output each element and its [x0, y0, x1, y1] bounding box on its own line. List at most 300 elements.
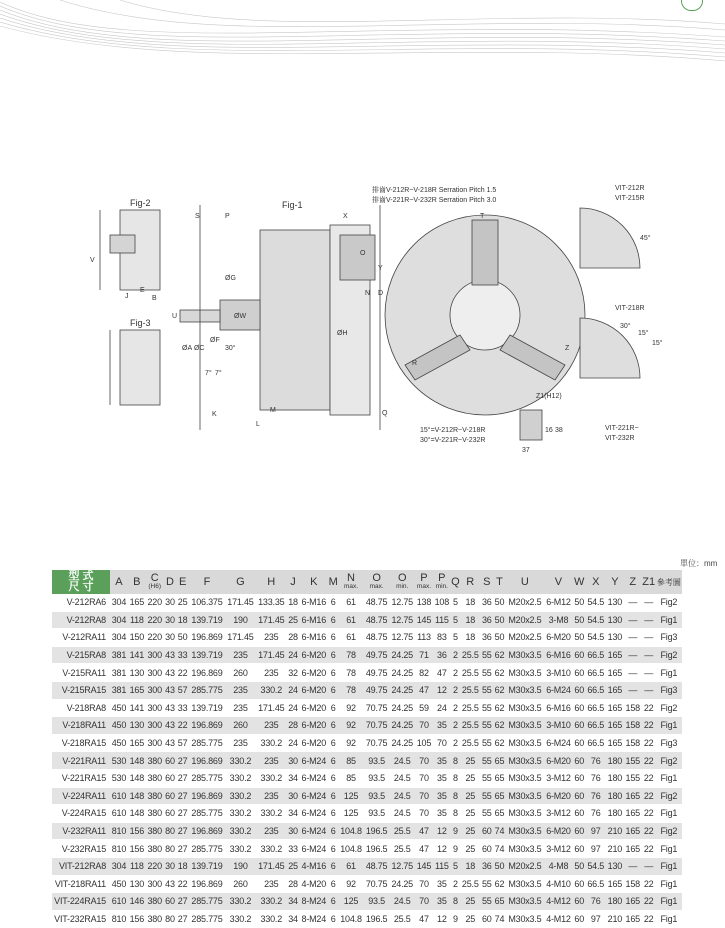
table-cell: Fig3	[656, 629, 682, 647]
table-cell: 118	[128, 857, 146, 875]
letter-f: ØF	[210, 337, 220, 344]
table-cell: 60	[573, 664, 586, 682]
table-cell: 24.25	[389, 664, 415, 682]
table-cell: 158	[624, 734, 642, 752]
table-cell: 61	[338, 611, 364, 629]
table-cell: 330.2	[225, 787, 256, 805]
table-cell: 6-M24	[299, 805, 328, 823]
table-cell: 55	[480, 646, 493, 664]
angle-30b-label: 30°	[225, 345, 236, 352]
table-cell: 6	[328, 769, 338, 787]
table-cell: 190	[225, 857, 256, 875]
table-cell: 330.2	[225, 805, 256, 823]
table-cell: 6	[328, 840, 338, 858]
table-cell: 133.35	[256, 594, 287, 611]
column-header: U	[506, 570, 544, 594]
fig-2-drawing	[100, 210, 160, 290]
spec-table-header	[52, 570, 682, 594]
letter-b: B	[152, 295, 157, 302]
table-cell: 60	[164, 805, 177, 823]
table-cell: 25.5	[460, 681, 480, 699]
table-cell: 25	[287, 611, 300, 629]
table-cell: 27	[176, 910, 189, 928]
table-cell: 300	[146, 681, 164, 699]
vit-221r-label: VIT-221R~	[605, 425, 639, 432]
table-cell: 125	[338, 787, 364, 805]
fig-1-label: Fig-1	[282, 200, 303, 210]
table-cell: 8	[451, 769, 460, 787]
table-cell: 171.45	[256, 646, 287, 664]
table-cell: 235	[225, 646, 256, 664]
table-cell: M30x3.5	[506, 769, 544, 787]
table-cell: M30x3.5	[506, 805, 544, 823]
table-cell: 47	[415, 822, 433, 840]
table-cell: 48.75	[364, 629, 390, 647]
table-cell: 76	[586, 805, 606, 823]
serration-note-2: 排齒V-221R~V-232R Serration Pitch 3.0	[372, 197, 497, 204]
table-cell: 24.25	[389, 646, 415, 664]
table-row	[52, 769, 682, 787]
table-cell: 6-M20	[299, 646, 328, 664]
angle-45-label: 45°	[640, 235, 651, 242]
table-cell: 165	[128, 594, 146, 611]
table-cell: 380	[146, 822, 164, 840]
table-cell: 150	[128, 629, 146, 647]
letter-z: Z	[565, 345, 570, 352]
dim-38-label: 38	[555, 427, 563, 434]
table-row	[52, 681, 682, 699]
table-cell: 165	[128, 734, 146, 752]
table-cell: 70.75	[364, 717, 390, 735]
letter-u: U	[172, 313, 178, 320]
table-cell: 22	[642, 805, 656, 823]
unit-label: 單位：mm	[680, 559, 718, 568]
table-cell: 60	[573, 805, 586, 823]
letter-v: V	[90, 257, 95, 264]
table-cell: 330.2	[225, 769, 256, 787]
table-cell: M30x3.5	[506, 681, 544, 699]
table-cell: 380	[146, 840, 164, 858]
table-cell: 24.25	[389, 681, 415, 699]
table-cell: 27	[176, 805, 189, 823]
table-cell: 93.5	[364, 752, 390, 770]
table-cell: 6-M20	[544, 752, 573, 770]
table-cell: 60	[164, 893, 177, 911]
table-cell: 171.45	[256, 857, 287, 875]
table-cell: 141	[128, 646, 146, 664]
column-header: K	[299, 570, 328, 594]
table-cell: 43	[164, 717, 177, 735]
table-cell: 104.8	[338, 840, 364, 858]
table-cell: 285.775	[189, 681, 225, 699]
table-cell: 530	[110, 752, 128, 770]
table-cell: 6-M24	[299, 787, 328, 805]
table-cell: 3-M12	[544, 805, 573, 823]
table-cell: 70	[415, 769, 433, 787]
table-cell: 25.5	[389, 822, 415, 840]
table-row	[52, 734, 682, 752]
fig-1-front-view	[385, 215, 585, 415]
table-cell: 93.5	[364, 787, 390, 805]
model-cell: V-224RA11	[52, 787, 110, 805]
table-cell: 156	[128, 840, 146, 858]
table-cell: 49.75	[364, 681, 390, 699]
table-cell: 130	[606, 629, 624, 647]
table-cell: 8	[451, 787, 460, 805]
table-cell: 235	[256, 629, 287, 647]
table-cell: 34	[287, 910, 300, 928]
table-cell: 62	[493, 664, 506, 682]
table-cell: 260	[225, 664, 256, 682]
fig-3-label: Fig-3	[130, 318, 151, 328]
table-row	[52, 857, 682, 875]
table-cell: 2	[451, 717, 460, 735]
table-cell: M30x3.5	[506, 893, 544, 911]
table-cell: 33	[176, 699, 189, 717]
model-cell: V-212RA11	[52, 629, 110, 647]
table-cell: —	[642, 664, 656, 682]
table-cell: 6-M20	[544, 822, 573, 840]
table-cell: 165	[128, 681, 146, 699]
table-cell: 180	[606, 769, 624, 787]
table-cell: 35	[433, 875, 451, 893]
column-header: J	[287, 570, 300, 594]
table-cell: 24	[433, 699, 451, 717]
table-cell: 6-M16	[544, 699, 573, 717]
table-cell: 60	[573, 717, 586, 735]
table-cell: 47	[415, 681, 433, 699]
table-row	[52, 717, 682, 735]
table-cell: 60	[573, 752, 586, 770]
table-cell: 48.75	[364, 611, 390, 629]
table-cell: 24	[287, 699, 300, 717]
table-cell: 30	[287, 822, 300, 840]
z1-label: Z1(H12)	[536, 393, 562, 400]
column-header: M	[328, 570, 338, 594]
table-cell: 70	[415, 787, 433, 805]
table-cell: 8	[451, 893, 460, 911]
table-cell: 34	[287, 805, 300, 823]
table-row	[52, 752, 682, 770]
table-cell: 4-M20	[299, 875, 328, 893]
column-header: H	[256, 570, 287, 594]
vit-212r-label: VIT-212R	[615, 185, 645, 192]
table-cell: Fig1	[656, 611, 682, 629]
table-cell: 6-M12	[544, 594, 573, 611]
table-cell: 610	[110, 787, 128, 805]
table-cell: 139.719	[189, 646, 225, 664]
table-cell: 235	[256, 752, 287, 770]
table-cell: 65	[493, 805, 506, 823]
table-cell: 220	[146, 629, 164, 647]
dim-37-label: 37	[522, 447, 530, 454]
table-cell: 25.5	[460, 699, 480, 717]
model-cell: VIT-224RA15	[52, 893, 110, 911]
table-row	[52, 664, 682, 682]
table-cell: 50	[493, 611, 506, 629]
table-cell: 66.5	[586, 646, 606, 664]
table-cell: 22	[176, 664, 189, 682]
table-cell: 235	[256, 664, 287, 682]
table-cell: 6-M24	[299, 822, 328, 840]
spec-table	[52, 570, 682, 928]
table-cell: 48.75	[364, 857, 390, 875]
table-cell: Fig2	[656, 594, 682, 611]
table-cell: 25	[176, 594, 189, 611]
table-cell: 6-M20	[299, 664, 328, 682]
letter-y: Y	[378, 265, 383, 272]
table-cell: 97	[586, 910, 606, 928]
table-cell: 330.2	[256, 805, 287, 823]
table-cell: 30	[164, 594, 177, 611]
table-cell: 530	[110, 769, 128, 787]
table-cell: 18	[460, 629, 480, 647]
table-cell: 30	[164, 611, 177, 629]
table-cell: 196.869	[189, 717, 225, 735]
table-cell: 35	[433, 717, 451, 735]
table-cell: 76	[586, 787, 606, 805]
table-cell: 50	[573, 594, 586, 611]
table-cell: 22	[642, 787, 656, 805]
table-cell: —	[642, 857, 656, 875]
table-cell: 60	[573, 822, 586, 840]
table-cell: 6	[328, 893, 338, 911]
table-cell: 50	[573, 857, 586, 875]
table-cell: 6	[328, 681, 338, 699]
table-cell: 62	[493, 734, 506, 752]
table-cell: 66.5	[586, 717, 606, 735]
table-cell: 47	[433, 664, 451, 682]
table-cell: —	[624, 594, 642, 611]
table-cell: 36	[480, 629, 493, 647]
table-cell: 285.775	[189, 805, 225, 823]
table-cell: 24.5	[389, 805, 415, 823]
table-cell: Fig1	[656, 664, 682, 682]
table-cell: 300	[146, 875, 164, 893]
table-cell: 76	[586, 893, 606, 911]
table-cell: 55	[480, 699, 493, 717]
table-cell: 25.5	[389, 910, 415, 928]
column-header: V	[544, 570, 573, 594]
table-cell: 66.5	[586, 699, 606, 717]
table-cell: 34	[287, 769, 300, 787]
column-header: F	[189, 570, 225, 594]
table-cell: 60	[164, 769, 177, 787]
table-cell: 5	[451, 629, 460, 647]
table-cell: 60	[573, 910, 586, 928]
table-cell: 125	[338, 805, 364, 823]
table-cell: Fig1	[656, 910, 682, 928]
table-cell: 9	[451, 840, 460, 858]
table-cell: 60	[573, 875, 586, 893]
table-cell: 74	[493, 840, 506, 858]
table-row	[52, 805, 682, 823]
table-cell: M30x3.5	[506, 664, 544, 682]
table-cell: 6-M16	[544, 646, 573, 664]
spec-table-body	[52, 594, 682, 928]
table-cell: 285.775	[189, 769, 225, 787]
table-cell: 4-M12	[544, 910, 573, 928]
table-cell: Fig1	[656, 893, 682, 911]
fig-2-label: Fig-2	[130, 198, 151, 208]
table-cell: 60	[573, 787, 586, 805]
model-cell: VIT-212RA8	[52, 857, 110, 875]
column-header: 參考圖	[656, 570, 682, 594]
table-row	[52, 699, 682, 717]
model-cell: V-224RA15	[52, 805, 110, 823]
table-cell: 60	[573, 769, 586, 787]
table-cell: 6	[328, 734, 338, 752]
table-row	[52, 893, 682, 911]
angle-7a-label: 7°	[205, 370, 212, 377]
table-cell: M20x2.5	[506, 857, 544, 875]
table-cell: 304	[110, 594, 128, 611]
letter-r: R	[412, 360, 418, 367]
table-cell: 27	[176, 787, 189, 805]
serration-note-1: 排齒V-212R~V-218R Serration Pitch 1.5	[372, 187, 497, 194]
table-cell: 18	[460, 611, 480, 629]
table-cell: 43	[164, 664, 177, 682]
table-cell: 50	[493, 594, 506, 611]
table-cell: 380	[146, 805, 164, 823]
table-cell: 381	[110, 664, 128, 682]
table-cell: 6	[328, 752, 338, 770]
table-cell: 148	[128, 752, 146, 770]
table-cell: 220	[146, 594, 164, 611]
table-cell: 145	[415, 611, 433, 629]
column-header: O min.	[389, 570, 415, 594]
table-cell: 165	[606, 699, 624, 717]
table-cell: 25.5	[460, 875, 480, 893]
table-cell: 450	[110, 734, 128, 752]
table-cell: 12	[433, 840, 451, 858]
table-cell: 196.5	[364, 910, 390, 928]
table-cell: Fig2	[656, 699, 682, 717]
table-cell: 43	[164, 681, 177, 699]
table-cell: 97	[586, 822, 606, 840]
table-cell: 3-M10	[544, 664, 573, 682]
table-cell: 285.775	[189, 893, 225, 911]
table-cell: 24	[287, 681, 300, 699]
table-cell: —	[624, 857, 642, 875]
table-cell: 156	[128, 910, 146, 928]
table-cell: 35	[433, 805, 451, 823]
table-cell: 300	[146, 717, 164, 735]
table-cell: 260	[225, 717, 256, 735]
table-cell: 6-M20	[544, 629, 573, 647]
table-cell: 28	[287, 875, 300, 893]
table-cell: 54.5	[586, 611, 606, 629]
table-cell: 25	[460, 910, 480, 928]
table-cell: 92	[338, 875, 364, 893]
table-cell: 130	[128, 717, 146, 735]
table-cell: 24.5	[389, 893, 415, 911]
table-cell: 139.719	[189, 699, 225, 717]
column-header: Y	[606, 570, 624, 594]
table-row	[52, 787, 682, 805]
table-cell: —	[642, 681, 656, 699]
table-cell: 6-M16	[299, 594, 328, 611]
table-cell: 146	[128, 893, 146, 911]
table-cell: 93.5	[364, 805, 390, 823]
table-cell: 25	[460, 805, 480, 823]
table-cell: 60	[480, 840, 493, 858]
table-cell: Fig1	[656, 805, 682, 823]
column-header: Z	[624, 570, 642, 594]
table-row	[52, 822, 682, 840]
letter-q: Q	[382, 410, 388, 417]
table-cell: Fig2	[656, 822, 682, 840]
table-cell: 80	[164, 822, 177, 840]
table-cell: 6-M20	[299, 699, 328, 717]
table-cell: 106.375	[189, 594, 225, 611]
fig-1-side-view	[180, 205, 380, 430]
table-cell: 148	[128, 787, 146, 805]
table-cell: 4-M10	[544, 875, 573, 893]
table-cell: 3-M12	[544, 840, 573, 858]
table-cell: 93.5	[364, 893, 390, 911]
table-cell: 70.75	[364, 734, 390, 752]
table-cell: 300	[146, 664, 164, 682]
table-cell: 59	[415, 699, 433, 717]
table-cell: 304	[110, 857, 128, 875]
table-cell: Fig3	[656, 734, 682, 752]
table-cell: 165	[624, 805, 642, 823]
table-cell: 180	[606, 752, 624, 770]
table-cell: 148	[128, 769, 146, 787]
table-cell: 158	[624, 875, 642, 893]
table-cell: 60	[573, 734, 586, 752]
table-cell: 50	[176, 629, 189, 647]
table-cell: 108	[433, 594, 451, 611]
table-cell: 330.2	[256, 769, 287, 787]
table-cell: 60	[480, 910, 493, 928]
table-cell: 24.25	[389, 717, 415, 735]
table-cell: 35	[433, 769, 451, 787]
column-header: A	[110, 570, 128, 594]
table-cell: 130	[606, 857, 624, 875]
table-cell: 165	[624, 787, 642, 805]
table-cell: 165	[606, 681, 624, 699]
table-cell: 3-M12	[544, 769, 573, 787]
table-cell: 92	[338, 717, 364, 735]
table-cell: 330.2	[225, 840, 256, 858]
table-cell: 6-M24	[299, 752, 328, 770]
table-cell: 6	[328, 699, 338, 717]
table-cell: 330.2	[256, 893, 287, 911]
table-cell: 47	[415, 910, 433, 928]
table-cell: 145	[415, 857, 433, 875]
table-cell: 55	[480, 681, 493, 699]
table-cell: M30x3.5	[506, 646, 544, 664]
table-cell: 18	[287, 594, 300, 611]
table-cell: 22	[176, 717, 189, 735]
table-cell: 171.45	[225, 594, 256, 611]
table-cell: 35	[433, 893, 451, 911]
column-header: G	[225, 570, 256, 594]
letter-g: ØG	[225, 275, 236, 282]
table-cell: 12.75	[389, 594, 415, 611]
table-cell: 300	[146, 646, 164, 664]
table-cell: Fig2	[656, 787, 682, 805]
table-cell: 235	[256, 787, 287, 805]
table-cell: Fig3	[656, 681, 682, 699]
letter-e: E	[140, 287, 145, 294]
table-cell: 50	[573, 611, 586, 629]
table-cell: 27	[176, 822, 189, 840]
column-header: Q	[451, 570, 460, 594]
table-cell: 8	[451, 752, 460, 770]
